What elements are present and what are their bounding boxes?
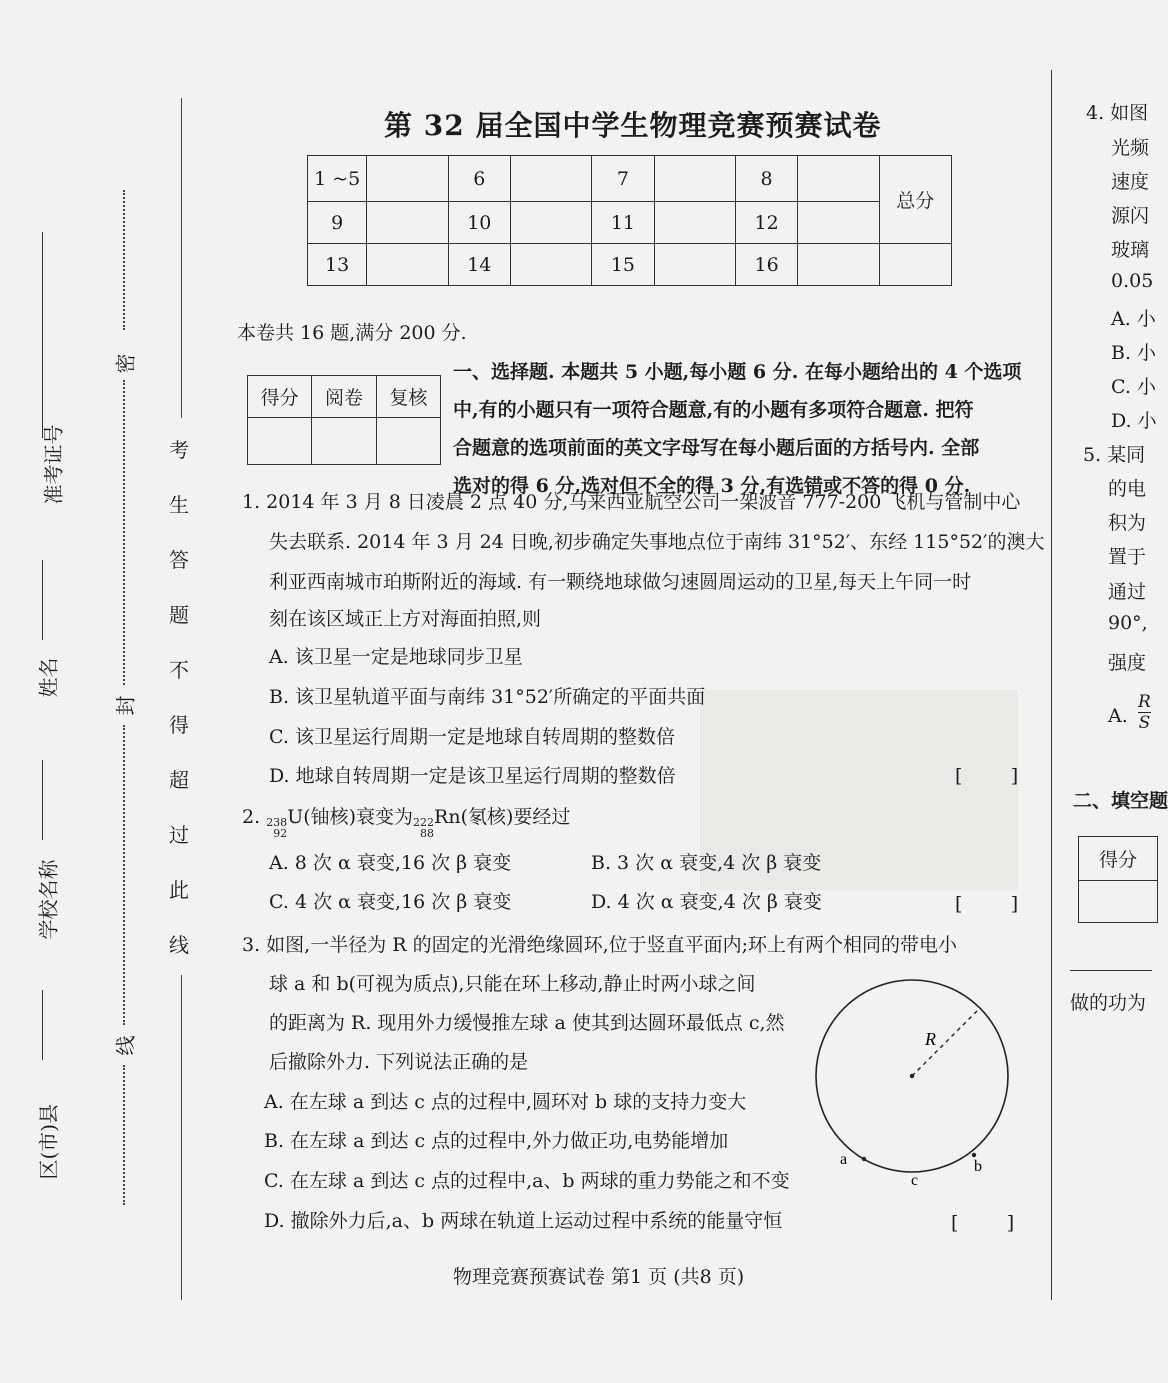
score-cell: 8 (735, 156, 797, 202)
score-cell-blank (654, 156, 735, 202)
grading-label: 复核 (376, 376, 440, 418)
seal-dotted-line (123, 190, 125, 330)
exam-intro: 本卷共 16 题,满分 200 分. (237, 322, 467, 344)
grading-cell (1079, 881, 1158, 923)
warning-char: 线 (169, 933, 189, 957)
q3-option-d: D. 撤除外力后,a、b 两球在轨道上运动过程中系统的能量守恒 (264, 1210, 783, 1232)
q1-line: 失去联系. 2014 年 3 月 24 日晚,初步确定失事地点位于南纬 31°52′、东经 115°52′的澳大 (269, 531, 1045, 553)
section1-instructions (453, 353, 1028, 505)
score-cell-blank (367, 156, 448, 202)
score-cell-blank (367, 244, 448, 286)
column-divider (1051, 70, 1052, 1300)
right-line: 4. 如图 (1086, 102, 1149, 124)
right-line: 速度 (1111, 171, 1150, 193)
score-cell-blank (510, 244, 591, 286)
q2-option-a: A. 8 次 α 衰变,16 次 β 衰变 (269, 852, 512, 874)
seal-dotted-line (123, 1065, 125, 1205)
ball-a-label: a (840, 1151, 848, 1168)
radon-charge: 88 (420, 827, 435, 840)
score-cell: 7 (592, 156, 654, 202)
warning-char: 此 (169, 878, 189, 902)
right-line: 光频 (1111, 137, 1150, 159)
score-cell: 10 (448, 202, 510, 244)
q2-stem (242, 806, 570, 839)
section1-line: 中,有的小题只有一项符合题意,有的小题有多项符合题意. 把符 (453, 399, 974, 421)
school-label: 学校名称 (36, 859, 61, 940)
radius-dashed-line (912, 1008, 980, 1076)
warning-char: 生 (169, 493, 189, 517)
right-line: 玻璃 (1111, 239, 1150, 261)
name-label: 姓名 (36, 657, 61, 698)
score-cell: 15 (592, 244, 654, 286)
uranium-isotope (266, 817, 287, 839)
q1-option-b: B. 该卫星轨道平面与南纬 31°52′所确定的平面共面 (269, 686, 706, 708)
warning-line-bottom (181, 975, 182, 1300)
right-line: 积为 (1108, 512, 1147, 534)
right-line: D. 小 (1111, 410, 1157, 432)
q1-answer-bracket: [ ] (955, 765, 1019, 787)
q3-line: 后撤除外力. 下列说法正确的是 (269, 1051, 529, 1073)
score-cell-blank (510, 202, 591, 244)
fraction-numerator: R (1138, 692, 1151, 712)
q2-option-d: D. 4 次 α 衰变,4 次 β 衰变 (591, 891, 822, 913)
exam-id-label: 准考证号 (41, 424, 66, 505)
score-cell: 1 ~5 (308, 156, 367, 202)
q2-option-c: C. 4 次 α 衰变,16 次 β 衰变 (269, 891, 512, 913)
warning-char: 答 (169, 548, 189, 572)
warning-char: 过 (169, 823, 189, 847)
right-line: 源闪 (1111, 205, 1150, 227)
seal-char-feng: 封 (113, 695, 138, 716)
ring-center-dot (910, 1074, 914, 1078)
q2-option-b: B. 3 次 α 衰变,4 次 β 衰变 (591, 852, 822, 874)
right-line: A. (1108, 705, 1128, 727)
right-line: 的电 (1108, 478, 1147, 500)
seal-dotted-line (123, 725, 125, 1025)
right-line: 置于 (1108, 546, 1147, 568)
section1-line: 一、选择题. 本题共 5 小题,每小题 6 分. 在每小题给出的 4 个选项 (453, 361, 1022, 383)
total-score-cell (879, 244, 951, 286)
right-line: 5. 某同 (1083, 444, 1146, 466)
warning-line-top (181, 98, 182, 418)
score-cell-blank (798, 244, 879, 286)
name-underline (42, 560, 43, 640)
warning-char: 考 (169, 438, 189, 462)
grading-label: 得分 (248, 376, 312, 418)
score-cell: 14 (448, 244, 510, 286)
q2-answer-bracket: [ ] (955, 893, 1019, 915)
q1-option-c: C. 该卫星运行周期一定是地球自转周期的整数倍 (269, 726, 675, 748)
fraction-option-a (1138, 692, 1151, 733)
q1-option-a: A. 该卫星一定是地球同步卫星 (269, 646, 523, 668)
district-label: 区(市)县 (36, 1103, 61, 1180)
warning-char: 不 (169, 658, 189, 682)
score-cell: 11 (592, 202, 654, 244)
q1-option-d: D. 地球自转周期一定是该卫星运行周期的整数倍 (269, 765, 676, 787)
seal-dotted-line (123, 380, 125, 685)
right-line: 90°, (1108, 612, 1148, 634)
radon-mass: 222 (413, 816, 435, 829)
score-cell-blank (654, 202, 735, 244)
seal-char-mi: 密 (113, 353, 138, 374)
right-line: 强度 (1108, 652, 1147, 674)
grading-label: 得分 (1079, 837, 1158, 881)
q2-number: 2. (242, 806, 261, 828)
q3-answer-bracket: [ ] (951, 1212, 1015, 1234)
section2-heading: 二、填空题 (1073, 790, 1168, 812)
q3-option-a: A. 在左球 a 到达 c 点的过程中,圆环对 b 球的支持力变大 (264, 1091, 747, 1113)
right-line: 0.05 (1111, 270, 1154, 292)
score-cell-blank (798, 202, 879, 244)
total-label: 总分 (879, 156, 951, 244)
ball-b (972, 1153, 976, 1157)
score-cell-blank (654, 244, 735, 286)
section1-line: 合题意的选项前面的英文字母写在每小题后面的方括号内. 全部 (453, 437, 980, 459)
warning-char: 题 (169, 603, 189, 627)
score-cell: 6 (448, 156, 510, 202)
score-table (307, 155, 952, 286)
right-line: 做的功为 (1070, 992, 1147, 1014)
grading-cell (248, 418, 312, 465)
q3-line: 3. 如图,一半径为 R 的固定的光滑绝缘圆环,位于竖直平面内;环上有两个相同的带电小 (242, 934, 958, 956)
score-cell: 13 (308, 244, 367, 286)
radon-isotope (413, 817, 434, 839)
score-cell: 12 (735, 202, 797, 244)
exam-title: 第 32 届全国中学生物理竞赛预赛试卷 (384, 109, 882, 142)
exam-id-underline (42, 232, 43, 438)
warning-char: 超 (169, 768, 189, 792)
grading-cell (376, 418, 440, 465)
ball-a (862, 1157, 866, 1161)
score-cell: 16 (735, 244, 797, 286)
ring-diagram (808, 972, 1018, 1189)
q1-line: 1. 2014 年 3 月 8 日凌晨 2 点 40 分,马来西亚航空公司一架波音 777-200 飞机与管制中心 (242, 491, 1021, 513)
right-line: A. 小 (1111, 308, 1156, 330)
uranium-charge: 92 (273, 827, 288, 840)
score-cell: 9 (308, 202, 367, 244)
section2-grading-box (1078, 836, 1158, 923)
grading-label: 阅卷 (312, 376, 376, 418)
q3-option-b: B. 在左球 a 到达 c 点的过程中,外力做正功,电势能增加 (264, 1130, 729, 1152)
score-cell-blank (798, 156, 879, 202)
ball-b-label: b (974, 1158, 982, 1175)
q3-line: 的距离为 R. 现用外力缓慢推左球 a 使其到达圆环最低点 c,然 (269, 1012, 785, 1034)
district-underline (42, 990, 43, 1060)
score-cell-blank (510, 156, 591, 202)
seal-char-xian: 线 (113, 1035, 138, 1056)
q1-line: 利亚西南城市珀斯附近的海域. 有一颗绕地球做匀速圆周运动的卫星,每天上午同一时 (269, 571, 972, 593)
score-cell-blank (367, 202, 448, 244)
warning-text (169, 440, 189, 965)
q3-option-c: C. 在左球 a 到达 c 点的过程中,a、b 两球的重力势能之和不变 (264, 1170, 790, 1192)
school-underline (42, 760, 43, 840)
point-c-label: c (911, 1172, 919, 1189)
q1-line: 刻在该区域正上方对海面拍照,则 (269, 608, 542, 630)
grading-box (247, 375, 441, 465)
q3-line: 球 a 和 b(可视为质点),只能在环上移动,静止时两小球之间 (269, 973, 756, 995)
section1-line: 选对的得 6 分,选对但不全的得 3 分,有选错或不答的得 0 分. (453, 475, 971, 497)
right-line: C. 小 (1111, 376, 1156, 398)
right-line: 通过 (1108, 581, 1147, 603)
page-footer: 物理竞赛预赛试卷 第1 页 (共8 页) (453, 1266, 745, 1288)
radius-label: R (925, 1029, 936, 1049)
uranium-mass: 238 (266, 816, 288, 829)
answer-rule (1070, 970, 1152, 971)
right-line: B. 小 (1111, 342, 1157, 364)
uranium-text: U(铀核)衰变为 (287, 806, 414, 828)
grading-cell (312, 418, 376, 465)
fraction-denominator: S (1138, 713, 1151, 733)
radon-text: Rn(氡核)要经过 (434, 806, 571, 828)
warning-char: 得 (169, 713, 189, 737)
